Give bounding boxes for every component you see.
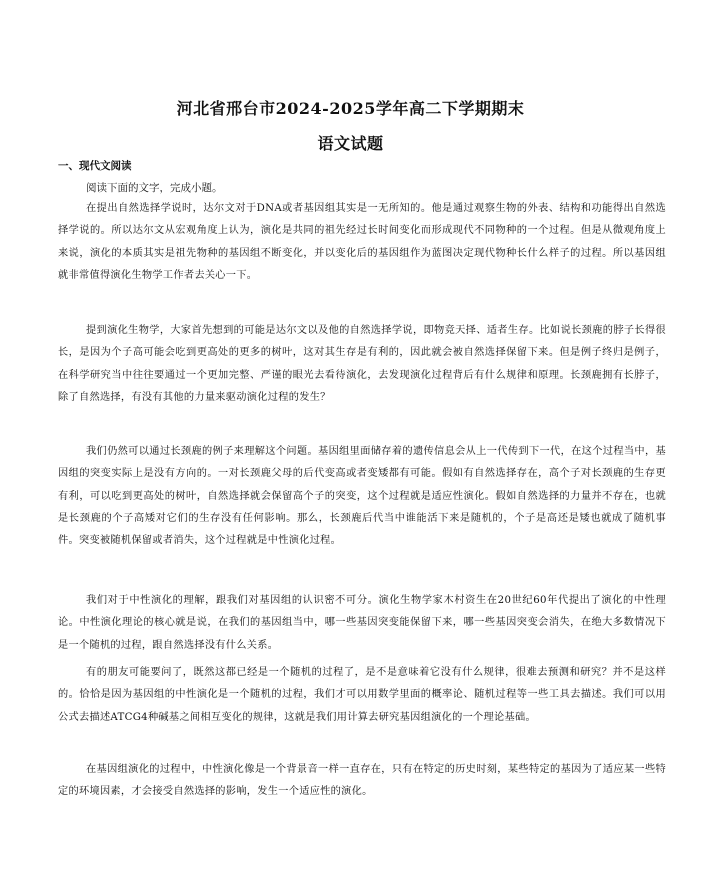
- subject-title: 语文试题: [317, 134, 384, 153]
- paragraph-4: 我们对于中性演化的理解，跟我们对基因组的认识密不可分。演化生物学家木村资生在20世纪60年代提出了演化的中性理论。中性演化理论的核心就是说，在我们的基因组当中，哪一些基因突变能保留下来，哪一些基因突变会消失，在绝大多数情况下是一个随机的过程，跟自然选择没有什么关系。: [58, 595, 666, 651]
- section-heading: 一、现代文阅读: [58, 160, 132, 172]
- paragraph-3: 我们仍然可以通过长颈鹿的例子来理解这个问题。基因组里面储存着的遗传信息会从上一代传到下一代，在这个过程当中，基因组的突变实际上是没有方向的。一对长颈鹿父母的后代变高或者变矮都有可能。假如有自然选择存在，高个子对长颈鹿的生存更有利，可以吃到更高处的树叶，自然选择就会保留高个子的突变，这个过程就是适应性演化。假如自然选择的力量并不存在，也就是长颈鹿的个子高矮对它们的生存没有任何影响。那么，长颈鹿后代当中谁能活下来是随机的，个子是高还是矮也就成了随机事件。突变被随机保留或者消失，这个过程就是中性演化过程。: [58, 446, 666, 547]
- paragraph-2: 提到演化生物学，大家首先想到的可能是达尔文以及他的自然选择学说，即物竞天择、适者生存。比如说长颈鹿的脖子长得很长，是因为个子高可能会吃到更高处的更多的树叶，这对其生存是有利的，因此就会被自然选择保留下来。但是例子终归是例子，在科学研究当中往往要通过一个更加完整、严谨的眼光去看待演化，去发现演化过程背后有什么规律和原理。长颈鹿拥有长脖子，除了自然选择，有没有其他的力量来驱动演化过程的发生？: [58, 325, 666, 403]
- paragraph-6: 在基因组演化的过程中，中性演化像是一个背景音一样一直存在，只有在特定的历史时刻，某些特定的基因为了适应某一些特定的环境因素，才会接受自然选择的影响，发生一个适应性的演化。: [58, 764, 666, 798]
- paragraph-5: 有的朋友可能要问了，既然这都已经是一个随机的过程了，是不是意味着它没有什么规律，很难去预测和研究？并不是这样的。恰恰是因为基因组的中性演化是一个随机的过程，我们才可以用数学里面的概率论、随机过程等一些工具去描述。我们可以用公式去描述ATCG4种碱基之间相互变化的规律，这就是我们用计算去研究基因组演化的一个理论基础。: [58, 667, 666, 723]
- reading-instruction: 阅读下面的文字，完成小题。: [86, 182, 223, 194]
- exam-title: 河北省邢台市2024-2025学年高二下学期期末: [176, 99, 525, 118]
- paragraph-1: 在提出自然选择学说时，达尔文对于DNA或者基因组其实是一无所知的。他是通过观察生物的外表、结构和功能得出自然选择学说的。所以达尔文从宏观角度上认为，演化是共同的祖先经过长时间变化而形成现代不同物种的一个过程。但是从微观角度上来说，演化的本质其实是祖先物种的基因组不断变化，并以变化后的基因组作为蓝图决定现代物种长什么样子的过程。所以基因组就非常值得演化生物学工作者去关心一下。: [58, 203, 666, 281]
